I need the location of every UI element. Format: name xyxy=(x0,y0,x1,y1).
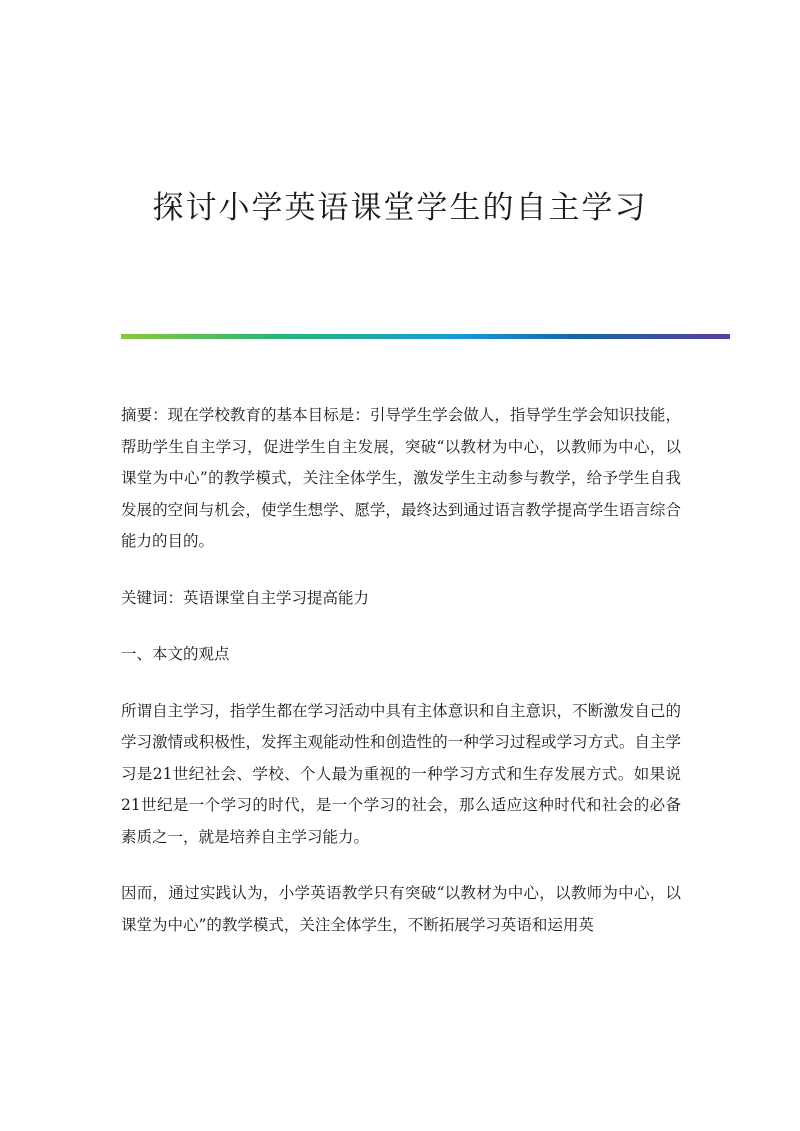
keywords-paragraph: 关键词：英语课堂自主学习提高能力 xyxy=(121,588,370,607)
abstract-paragraph: 摘要：现在学校教育的基本目标是：引导学生学会做人，指导学生学会知识技能，帮助学生自主学习，促进学生自主发展，突破“以教材为中心，以教师为中心，以课堂为中心”的教学模式，关注全体学生，激发学生主动参与教学，给予学生自我发展的空间与机会，使学生想学、愿学，最终达到通过语言教学提高学生语言综合能力的目的。 xyxy=(121,406,681,550)
title-divider-rule xyxy=(121,334,730,339)
body-paragraph-1: 所谓自主学习，指学生都在学习活动中具有主体意识和自主意识，不断激发自己的学习激情或积极性，发挥主观能动性和创造性的一种学习过程或学习方式。自主学习是21世纪社会、学校、个人最为重视的一种学习方式和生存发展方式。如果说21世纪是一个学习的时代，是一个学习的社会，那么适应这种时代和社会的必备素质之一，就是培养自主学习能力。 xyxy=(121,701,681,846)
section-heading: 一、本文的观点 xyxy=(121,645,230,663)
document-body xyxy=(121,400,681,966)
body-paragraph-2: 因而，通过实践认为，小学英语教学只有突破“以教材为中心，以教师为中心，以课堂为中心”的教学模式，关注全体学生，不断拓展学习英语和运用英 xyxy=(121,884,681,934)
document-title: 探讨小学英语课堂学生的自主学习 xyxy=(152,190,648,226)
